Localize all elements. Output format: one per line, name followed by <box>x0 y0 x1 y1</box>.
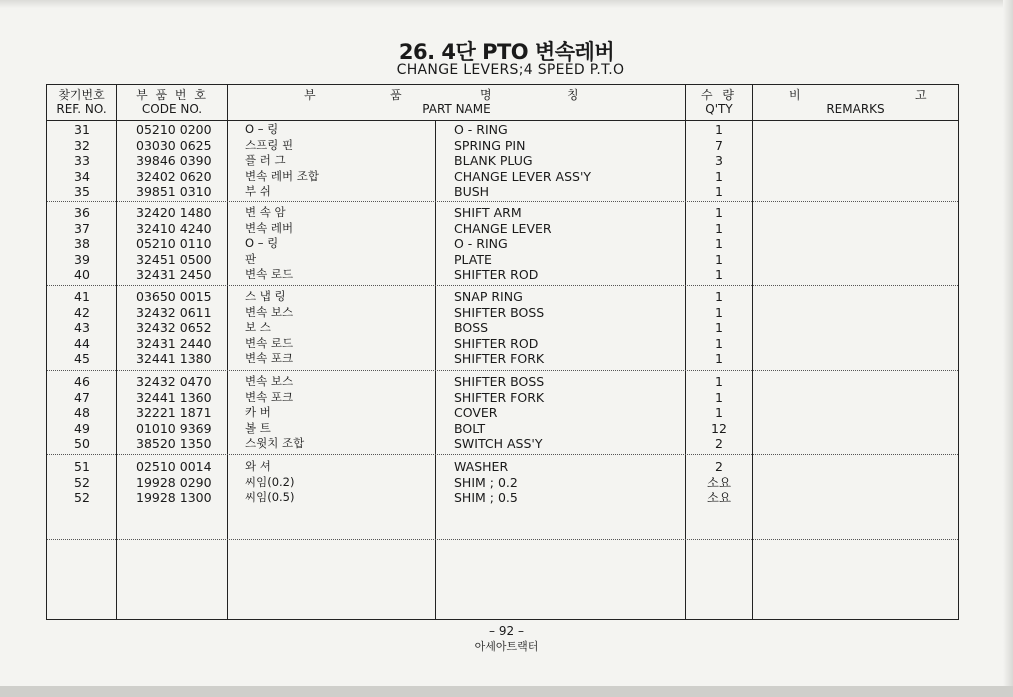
part-name-ko: 변 속 암 <box>245 205 286 219</box>
part-name-ko: 변속 로드 <box>245 335 294 350</box>
code-no: 03030 0625 <box>136 137 212 153</box>
part-name-en: COVER <box>454 405 498 421</box>
part-name-ko: O – 링 <box>245 122 279 136</box>
quantity: 1 <box>715 236 723 252</box>
header-qty-ko: 수 량 <box>701 88 737 102</box>
group-separator <box>47 370 958 371</box>
quantity: 1 <box>715 351 723 367</box>
part-name-en: BLANK PLUG <box>454 153 533 169</box>
quantity: 1 <box>715 320 723 336</box>
part-name-ko: O – 링 <box>245 236 279 251</box>
ref-no: 48 <box>74 405 90 421</box>
quantity: 1 <box>715 389 723 405</box>
header-name-ko-3: 명 <box>480 88 492 102</box>
quantity: 1 <box>715 304 723 320</box>
header-code-en: CODE NO. <box>141 102 203 116</box>
code-no: 05210 0200 <box>136 122 212 137</box>
part-name-ko: 보 스 <box>245 320 271 335</box>
code-no: 32441 1380 <box>136 351 212 367</box>
ref-no: 50 <box>74 436 90 452</box>
part-name-en: O - RING <box>454 236 508 252</box>
quantity: 3 <box>715 153 723 169</box>
part-name-ko: 변속 레버 <box>245 220 294 235</box>
quantity: 7 <box>715 137 723 153</box>
code-no: 32420 1480 <box>136 205 212 220</box>
ref-no: 45 <box>74 351 90 367</box>
part-name-ko: 변속 포크 <box>245 389 294 404</box>
quantity: 1 <box>715 220 723 236</box>
ref-no: 44 <box>74 335 90 351</box>
ref-no: 33 <box>74 153 90 169</box>
quantity: 1 <box>715 335 723 351</box>
code-no: 32432 0611 <box>136 304 212 320</box>
group-separator <box>47 454 958 455</box>
parts-table <box>46 84 959 620</box>
part-name-en: SWITCH ASS'Y <box>454 436 543 452</box>
header-remarks-ko-2: 고 <box>915 88 927 102</box>
quantity: 소요 <box>706 474 732 490</box>
quantity: 1 <box>715 122 723 137</box>
quantity: 1 <box>715 405 723 421</box>
part-name-ko: 스윗치 조합 <box>245 436 305 451</box>
code-no: 32432 0652 <box>136 320 212 336</box>
ref-no: 41 <box>74 289 90 304</box>
code-no: 02510 0014 <box>136 459 212 474</box>
ref-no: 34 <box>74 168 90 184</box>
code-no: 32221 1871 <box>136 405 212 421</box>
quantity: 2 <box>715 436 723 452</box>
part-name-ko: 스 냅 링 <box>245 289 286 303</box>
code-no: 32431 2440 <box>136 335 212 351</box>
part-name-en: BOSS <box>454 320 489 336</box>
part-name-ko: 씨임(0.5) <box>245 490 295 505</box>
group-separator <box>47 201 958 202</box>
code-no: 32451 0500 <box>136 251 212 267</box>
part-name-ko: 부 쉬 <box>245 184 271 199</box>
header-code-ko: 부 품 번 호 <box>136 88 208 102</box>
part-name-ko: 변속 보스 <box>245 304 294 319</box>
ref-no: 42 <box>74 304 90 320</box>
quantity: 1 <box>715 289 723 304</box>
header-ref-ko: 찾기번호 <box>58 88 105 102</box>
publisher-name: 아세아트랙터 <box>474 640 539 653</box>
code-no: 19928 0290 <box>136 474 212 490</box>
quantity: 12 <box>711 420 727 436</box>
ref-no: 51 <box>74 459 90 474</box>
part-name-en: SNAP RING <box>454 289 523 304</box>
part-name-en: BOLT <box>454 420 486 436</box>
code-no: 32432 0470 <box>136 374 212 389</box>
part-name-en: SHIM ; 0.2 <box>454 474 518 490</box>
quantity: 소요 <box>706 490 732 506</box>
header-name-ko-2: 품 <box>390 88 402 102</box>
part-name-en: CHANGE LEVER <box>454 220 552 236</box>
part-name-ko: 와 셔 <box>245 459 271 473</box>
code-no: 38520 1350 <box>136 436 212 452</box>
header-remarks-ko-1: 비 <box>789 88 801 102</box>
code-no: 32441 1360 <box>136 389 212 405</box>
ref-no: 46 <box>74 374 90 389</box>
header-name-ko-4: 칭 <box>567 88 579 102</box>
code-no: 39846 0390 <box>136 153 212 169</box>
code-no: 01010 9369 <box>136 420 212 436</box>
part-name-en: BUSH <box>454 184 490 200</box>
quantity: 1 <box>715 374 723 389</box>
ref-no: 52 <box>74 474 90 490</box>
ref-no: 36 <box>74 205 90 220</box>
group-separator <box>47 285 958 286</box>
part-name-ko: 플 러 그 <box>245 153 286 168</box>
part-name-en: O - RING <box>454 122 508 137</box>
part-name-ko: 씨임(0.2) <box>245 474 295 489</box>
ref-no: 31 <box>74 122 90 137</box>
header-remarks-en: REMARKS <box>826 102 885 116</box>
part-name-ko: 변속 보스 <box>245 374 294 388</box>
page-subtitle: CHANGE LEVERS;4 SPEED P.T.O <box>396 62 625 78</box>
ref-no: 52 <box>74 490 90 506</box>
page-edge-right <box>1003 0 1013 697</box>
page-edge-top <box>0 0 1013 8</box>
ref-no: 49 <box>74 420 90 436</box>
code-no: 32410 4240 <box>136 220 212 236</box>
code-no: 39851 0310 <box>136 184 212 200</box>
quantity: 1 <box>715 251 723 267</box>
part-name-en: CHANGE LEVER ASS'Y <box>454 168 592 184</box>
ref-no: 40 <box>74 267 90 283</box>
code-no: 19928 1300 <box>136 490 212 506</box>
ref-no: 39 <box>74 251 90 267</box>
page-title: 26. 4단 PTO 변속레버 <box>398 40 615 64</box>
part-name-ko: 카 버 <box>245 405 271 420</box>
ref-no: 35 <box>74 184 90 200</box>
part-name-ko: 변속 레버 조합 <box>245 168 319 183</box>
code-no: 32402 0620 <box>136 168 212 184</box>
ref-no: 47 <box>74 389 90 405</box>
code-no: 03650 0015 <box>136 289 212 304</box>
part-name-en: SHIFTER FORK <box>454 389 545 405</box>
header-name-en: PART NAME <box>422 102 491 116</box>
quantity: 2 <box>715 459 723 474</box>
ref-no: 32 <box>74 137 90 153</box>
quantity: 1 <box>715 184 723 200</box>
code-no: 32431 2450 <box>136 267 212 283</box>
ref-no: 43 <box>74 320 90 336</box>
page-edge-bottom <box>0 686 1013 697</box>
part-name-en: PLATE <box>454 251 492 267</box>
part-name-ko: 스프링 핀 <box>245 137 294 152</box>
part-name-en: SHIFTER BOSS <box>454 374 545 389</box>
part-name-ko: 볼 트 <box>245 420 271 435</box>
part-name-en: SPRING PIN <box>454 137 526 153</box>
part-name-en: SHIFTER ROD <box>454 335 539 351</box>
part-name-en: SHIFTER BOSS <box>454 304 545 320</box>
ref-no: 38 <box>74 236 90 252</box>
quantity: 1 <box>715 205 723 220</box>
part-name-en: SHIM ; 0.5 <box>454 490 518 506</box>
part-name-en: SHIFTER ROD <box>454 267 539 283</box>
quantity: 1 <box>715 168 723 184</box>
header-qty-en: Q'TY <box>705 102 733 116</box>
page-number: – 92 – <box>489 624 524 638</box>
quantity: 1 <box>715 267 723 283</box>
part-name-en: WASHER <box>454 459 509 474</box>
header-ref-en: REF. NO. <box>56 102 107 116</box>
header-divider <box>47 120 958 121</box>
header-name-ko-1: 부 <box>304 88 316 102</box>
part-name-ko: 변속 포크 <box>245 351 294 366</box>
group-separator <box>47 539 958 540</box>
part-name-ko: 변속 로드 <box>245 267 294 282</box>
ref-no: 37 <box>74 220 90 236</box>
part-name-en: SHIFT ARM <box>454 205 522 220</box>
part-name-en: SHIFTER FORK <box>454 351 545 367</box>
code-no: 05210 0110 <box>136 236 212 252</box>
part-name-ko: 판 <box>245 251 257 266</box>
